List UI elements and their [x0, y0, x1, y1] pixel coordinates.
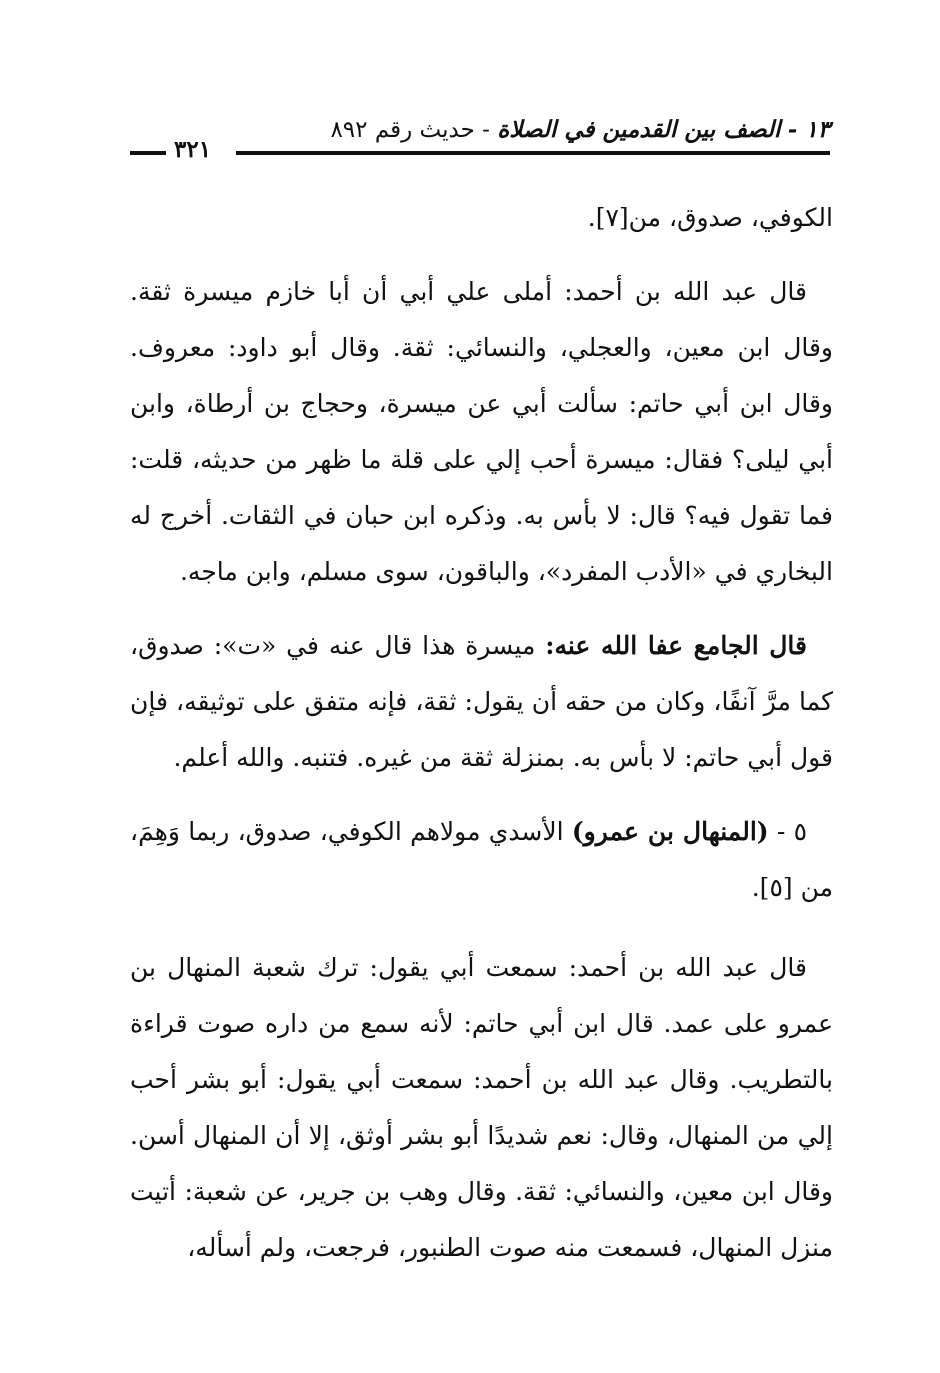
- chapter-title: الصف بين القدمين في الصلاة: [497, 116, 781, 143]
- paragraph-maysara-biography: قال عبد الله بن أحمد: أملى علي أبي أن أبا خازم ميسرة ثقة. وقال ابن معين، والعجلي، والنسائي: ثقة. وقال أبو داود: معروف. وقال ابن أبي حاتم: سألت أبي عن ميسرة، وحجاج بن أرطاة، وابن أبي ليلى؟ فقال: ميسرة أحب إلي على قلة ما ظهر من حديثه، قلت: فما تقول فيه؟ قال: لا بأس به. وذكره ابن حبان في الثقات. أخرج له البخاري في «الأدب المفرد»، والباقون، سوى مسلم، وابن ماجه.: [130, 277, 833, 586]
- page-header: [130, 108, 830, 168]
- continuation-line: الكوفي، صدوق، من[٧].: [587, 203, 833, 232]
- paragraph-minhal-biography: قال عبد الله بن أحمد: سمعت أبي يقول: ترك شعبة المنهال بن عمرو على عمد. قال ابن أبي حاتم: لأنه سمع من داره صوت قراءة بالتطريب. وقال عبد الله بن أحمد: سمعت أبي يقول: أبو بشر أحب إلي من المنهال، وقال: نعم شديدًا أبو بشر أوثق، إلا أن المنهال أسن. وقال ابن معين، والنسائي: ثقة. وقال وهب بن جرير، عن شعبة: أتيت منزل المنهال، فسمعت منه صوت الطنبور، فرجعت، ولم أسأله،: [130, 953, 833, 1262]
- narrator-number: ٥ -: [768, 817, 807, 846]
- chapter-number: ١٣ -: [787, 116, 830, 143]
- hadith-reference: - حديث رقم ٨٩٢: [330, 117, 490, 143]
- running-title: [330, 116, 830, 143]
- compiler-note-heading: قال الجامع عفا الله عنه:: [545, 631, 807, 660]
- paragraph-compiler-note: [130, 618, 833, 786]
- header-rule: [236, 151, 830, 155]
- page-number: ٣٢١: [174, 136, 212, 163]
- header-rule-short: [130, 151, 166, 155]
- compiler-note-text: ميسرة هذا قال عنه في «ت»: صدوق، كما مرَّ آنفًا، وكان من حقه أن يقول: ثقة، فإنه متفق على توثيقه، فإن قول أبي حاتم: لا بأس به. بمنزلة ثقة من غيره. فتنبه. والله أعلم.: [130, 631, 833, 772]
- narrator-name: (المنهال بن عمرو): [571, 817, 769, 846]
- page-body: [130, 190, 833, 1276]
- narrator-description: الأسدي مولاهم الكوفي، صدوق، ربما وَهِمَ، من [٥].: [130, 817, 833, 902]
- paragraph-narrator-5: [130, 804, 833, 916]
